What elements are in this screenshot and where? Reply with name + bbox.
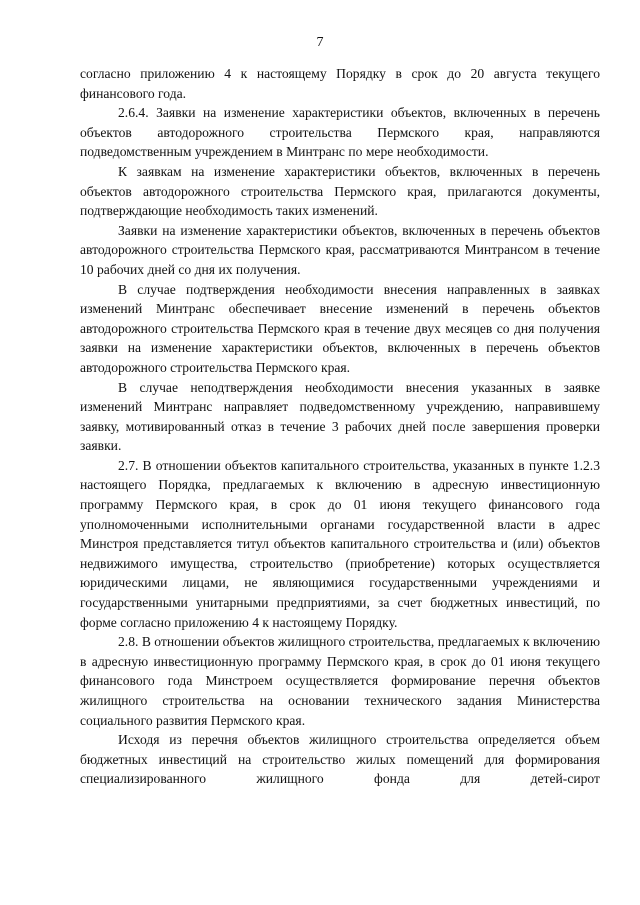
paragraph-2-8: 2.8. В отношении объектов жилищного строительства, предлагаемых к включению в адресную инвестиционную программу Пермского края, в срок до 01 июня текущего финансового года Минстроем осуществляется формирование перечня объектов жилищного строительства на основании технического задания Министерства социального развития Пермского края. [80,634,600,728]
paragraph-review-period: Заявки на изменение характеристики объектов, включенных в перечень объектов автодорожного строительства Пермского края, рассматриваются Минтрансом в течение 10 рабочих дней со дня их получения. [80,222,600,277]
paragraph-attachments: К заявкам на изменение характеристики объектов, включенных в перечень объектов автодорожного строительства Пермского края, прилагаются документы, подтверждающие необходимость таких изменений. [80,163,600,219]
paragraph-housing-budget: Исходя из перечня объектов жилищного строительства определяется объем бюджетных инвестиций на строительство жилых помещений для формирования специализированного жилищного фонда для детей-сирот [80,732,600,787]
paragraph-continuation: согласно приложению 4 к настоящему Порядку в срок до 20 августа текущего финансового года. [80,66,600,101]
paragraph-rejection: В случае неподтверждения необходимости внесения указанных в заявке изменений Минтранс направляет подведомственному учреждению, направившему заявку, мотивированный отказ в течение 3 рабочих дней после завершения проверки заявки. [80,379,600,454]
paragraph-confirmation: В случае подтверждения необходимости внесения направленных в заявках изменений Минтранс обеспечивает внесение изменений в перечень объектов автодорожного строительства Пермского края в течение двух месяцев со дня получения заявки на изменение характеристики объектов, включенных в перечень объектов автодорожного строительства Пермского края. [80,281,600,375]
document-body [80,64,600,789]
paragraph-2-6-4: 2.6.4. Заявки на изменение характеристики объектов, включенных в перечень объектов автодорожного строительства Пермского края, направляются подведомственным учреждением в Минтранс по мере необходимости. [80,105,600,160]
page-number: 7 [316,35,324,50]
paragraph-2-7: 2.7. В отношении объектов капитального строительства, указанных в пункте 1.2.3 настоящего Порядка, предлагаемых к включению в адресную инвестиционную программу Пермского края, в срок до 01 июня текущего финансового года уполномоченными исполнительными органами государственной власти в адрес Минстроя представляется титул объектов капитального строительства и (или) объектов недвижимого имущества, строительство (приобретение) которых осуществляется юридическими лицами, не являющимися государственными учреждениями и государственными унитарными предприятиями, за счет бюджетных инвестиций, по форме согласно приложению 4 к настоящему Порядку. [80,457,600,630]
